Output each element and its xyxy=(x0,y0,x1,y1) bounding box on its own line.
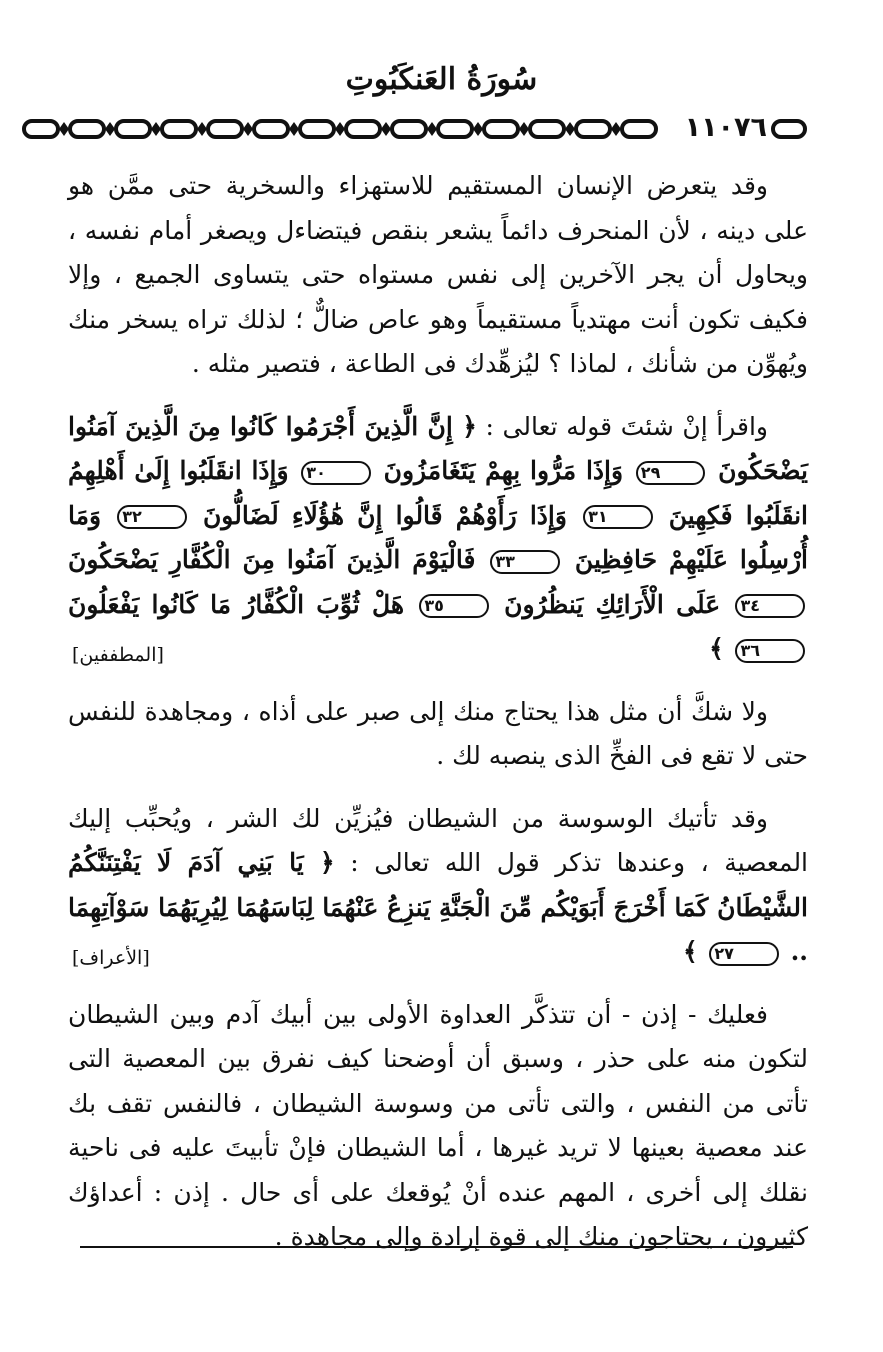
verse-text: وَإِذَا انقَلَبُوا إِلَىٰ أَهْلِهِمُ انقَلَبُوا فَكِهِينَ xyxy=(68,456,808,530)
chain-link xyxy=(70,121,104,137)
chain-diamond xyxy=(427,122,437,136)
ayah-number: ٣٤ xyxy=(735,594,805,618)
footer-rule xyxy=(80,1246,793,1248)
chain-link xyxy=(346,121,380,137)
quote-intro: واقرأ إنْ شئتَ قوله تعالى : xyxy=(485,411,769,441)
ayah-number: ٣٥ xyxy=(419,594,489,618)
chain-diamond xyxy=(519,122,529,136)
chain-diamond xyxy=(243,122,253,136)
chain-link xyxy=(24,121,58,137)
page-number: ١١٠٧٦ xyxy=(681,110,771,146)
chain-link xyxy=(484,121,518,137)
chain-diamond xyxy=(289,122,299,136)
verse-text: هَلْ ثُوِّبَ الْكُفَّارُ مَا كَانُوا يَفْعَلُونَ xyxy=(68,589,405,619)
chain-link xyxy=(622,121,656,137)
verse-text: ﴿ يَا بَنِي آدَمَ لَا يَفْتِنَنَّكُمُ الشَّيْطَانُ كَمَا أَخْرَجَ أَبَوَيْكُم مِّنَ الْجَنَّةِ يَنزِعُ عَنْهُمَا لِبَاسَهُمَا لِيُرِيَهُمَا سَوْآتِهِمَا .. xyxy=(68,848,808,966)
chain-link xyxy=(254,121,288,137)
verse-text: وَمَا أُرْسِلُوا عَلَيْهِمْ حَافِظِينَ xyxy=(68,500,808,574)
verse-text: وَإِذَا رَأَوْهُمْ قَالُوا إِنَّ هَٰؤُلَاءِ لَضَالُّونَ xyxy=(202,500,567,530)
ayah-number: ٢٩ xyxy=(636,461,706,485)
chain-diamond xyxy=(151,122,161,136)
chain-link xyxy=(300,121,334,137)
verse-text: ﴿ إِنَّ الَّذِينَ أَجْرَمُوا كَانُوا مِنَ الَّذِينَ آمَنُوا يَضْحَكُونَ xyxy=(68,411,808,485)
quote-close-bracket: ﴾ xyxy=(709,634,724,663)
page-header-ornament xyxy=(22,110,807,146)
quote-intro: وقد تأتيك الوسوسة من الشيطان فيُزيِّن لك الشر ، ويُحبِّب إليك المعصية ، وعندها تذكر قول الله تعالى : xyxy=(68,803,809,877)
ayah-number: ٣٣ xyxy=(490,550,560,574)
chain-diamond xyxy=(105,122,115,136)
chain-link xyxy=(576,121,610,137)
chain-diamond xyxy=(611,122,621,136)
chain-diamond xyxy=(59,122,69,136)
chain-link xyxy=(530,121,564,137)
chain-link xyxy=(162,121,196,137)
chain-link xyxy=(438,121,472,137)
ayah-number: ٣٢ xyxy=(117,505,187,529)
chain-diamond xyxy=(335,122,345,136)
chain-diamond xyxy=(565,122,575,136)
verse-text: فَالْيَوْمَ الَّذِينَ آمَنُوا مِنَ الْكُفَّارِ يَضْحَكُونَ xyxy=(68,545,476,574)
surah-title: سُورَةُ العَنكَبُوتِ xyxy=(345,62,538,97)
ayah-number: ٣٦ xyxy=(735,639,805,663)
paragraph-1: وقد يتعرض الإنسان المستقيم للاستهزاء والسخرية حتى ممَّن هو على دينه ، لأن المنحرف دائماً يشعر بنقص فيتضاءل ويصغر أمام نفسه ، ويحاول أن يجر الآخرين إلى نفس مستواه حتى يتساوى الجميع ، وإلا فكيف تكون أنت مهتدياً مستقيماً وهو عاص ضالٌّ ؛ لذلك تراه يسخر منك ويُهوِّن من شأنك ، لماذا ؟ ليُزهِّدك فى الطاعة ، فتصير مثله . xyxy=(68,171,808,378)
ayah-number: ٣٠ xyxy=(301,461,371,485)
verse-text: وَإِذَا مَرُّوا بِهِمْ يَتَغَامَزُونَ xyxy=(383,456,624,485)
paragraph-2 xyxy=(68,405,808,672)
paragraph-4 xyxy=(68,797,808,975)
surah-reference: [المطففين] xyxy=(72,644,164,666)
chain-diamond xyxy=(381,122,391,136)
chain-link xyxy=(208,121,242,137)
chain-diamond xyxy=(197,122,207,136)
page-body xyxy=(68,164,808,1278)
chain-ornament-end xyxy=(771,118,807,140)
quote-close-bracket: ﴾ xyxy=(682,937,698,966)
ayah-number: ٢٧ xyxy=(709,942,779,966)
chain-link xyxy=(116,121,150,137)
quran-quote xyxy=(68,412,808,664)
surah-reference: [الأعراف] xyxy=(72,947,150,969)
chain-ornament xyxy=(22,118,664,140)
verse-text: عَلَى الْأَرَائِكِ يَنظُرُونَ xyxy=(504,589,721,619)
chain-diamond xyxy=(473,122,483,136)
paragraph-3: ولا شكَّ أن مثل هذا يحتاج منك إلى صبر على أذاه ، ومجاهدة للنفس حتى لا تقع فى الفخِّ الذى ينصبه لك . xyxy=(68,696,808,770)
ayah-number: ٣١ xyxy=(583,505,653,529)
paragraph-5: فعليك - إذن - أن تتذكَّر العداوة الأولى بين أبيك آدم وبين الشيطان لتكون منه على حذر ، وسبق أن أوضحنا كيف نفرق بين المعصية التى تأتى من النفس ، والتى تأتى من وسوسة الشيطان ، فالنفس تقف بك عند معصية بعينها لا تريد غيرها ، أما الشيطان فإنْ تأبيتَ عليه فى ناحية نقلك إلى أخرى ، المهم عنده أنْ يُوقعك على أى حال . إذن : أعداؤك كثيرون ، يحتاجون منك إلى قوة إرادة وإلى مجاهدة . xyxy=(68,999,808,1251)
chain-link xyxy=(392,121,426,137)
